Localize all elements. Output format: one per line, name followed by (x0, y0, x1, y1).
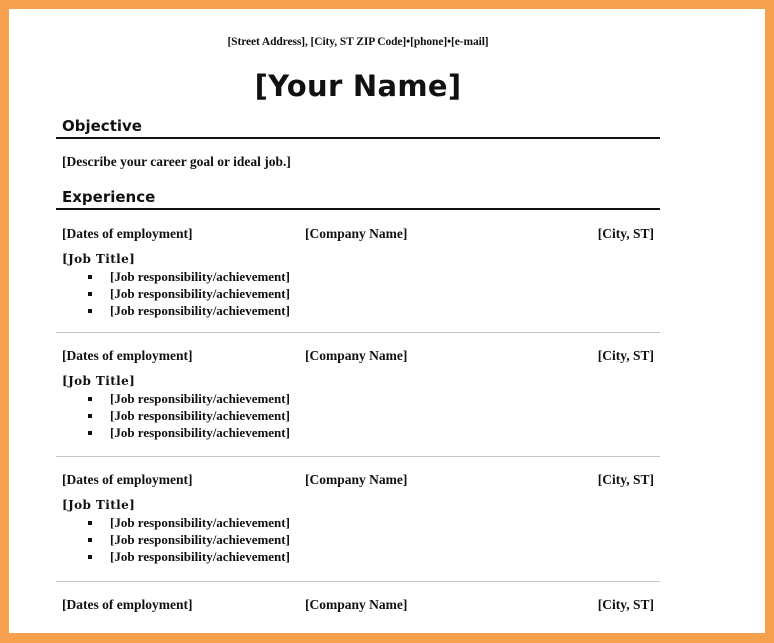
bullet-icon (88, 431, 92, 435)
responsibility-item: [Job responsibility/achievement] (56, 425, 660, 442)
job-dates: [Dates of employment] (62, 597, 193, 612)
job-company: [Company Name] (305, 597, 408, 612)
job-company: [Company Name] (305, 226, 408, 241)
job-header-row (56, 472, 660, 490)
job-dates: [Dates of employment] (62, 226, 193, 241)
responsibility-item: [Job responsibility/achievement] (56, 532, 660, 549)
job-header-row (56, 348, 660, 366)
job-divider (56, 332, 660, 333)
job-title: [Job Title] (62, 374, 136, 388)
bullet-icon (88, 292, 92, 296)
objective-text: [Describe your career goal or ideal job.] (62, 154, 291, 169)
job-divider (56, 456, 660, 457)
responsibility-item: [Job responsibility/achievement] (56, 286, 660, 303)
responsibility-item: [Job responsibility/achievement] (56, 391, 660, 408)
job-location: [City, ST] (597, 597, 654, 612)
contact-line: [Street Address], [City, ST ZIP Code]•[phone]•[e-mail] (227, 36, 489, 48)
responsibility-list (56, 391, 660, 442)
job-divider (56, 581, 660, 582)
job-company: [Company Name] (305, 348, 408, 363)
bullet-icon (88, 538, 92, 542)
responsibility-item: [Job responsibility/achievement] (56, 515, 660, 532)
job-dates: [Dates of employment] (62, 472, 193, 487)
responsibility-item: [Job responsibility/achievement] (56, 408, 660, 425)
job-company: [Company Name] (305, 472, 408, 487)
job-location: [City, ST] (597, 226, 654, 241)
job-entry (56, 348, 660, 442)
candidate-name: [Your Name] (254, 69, 462, 103)
objective-heading: Objective (56, 117, 660, 139)
bullet-icon (88, 397, 92, 401)
job-location: [City, ST] (597, 472, 654, 487)
job-title: [Job Title] (62, 252, 136, 266)
bullet-icon (88, 309, 92, 313)
job-dates: [Dates of employment] (62, 348, 193, 363)
bullet-icon (88, 414, 92, 418)
job-header-row (56, 226, 660, 244)
job-entry (56, 472, 660, 566)
responsibility-item: [Job responsibility/achievement] (56, 549, 660, 566)
experience-heading: Experience (56, 188, 660, 210)
bullet-icon (88, 555, 92, 559)
job-title: [Job Title] (62, 498, 136, 512)
resume-page (9, 9, 765, 633)
responsibility-item: [Job responsibility/achievement] (56, 269, 660, 286)
responsibility-list (56, 269, 660, 320)
bullet-icon (88, 521, 92, 525)
responsibility-item: [Job responsibility/achievement] (56, 303, 660, 320)
bullet-icon (88, 275, 92, 279)
job-entry (56, 597, 660, 615)
job-entry (56, 226, 660, 320)
job-location: [City, ST] (597, 348, 654, 363)
job-header-row (56, 597, 660, 615)
responsibility-list (56, 515, 660, 566)
